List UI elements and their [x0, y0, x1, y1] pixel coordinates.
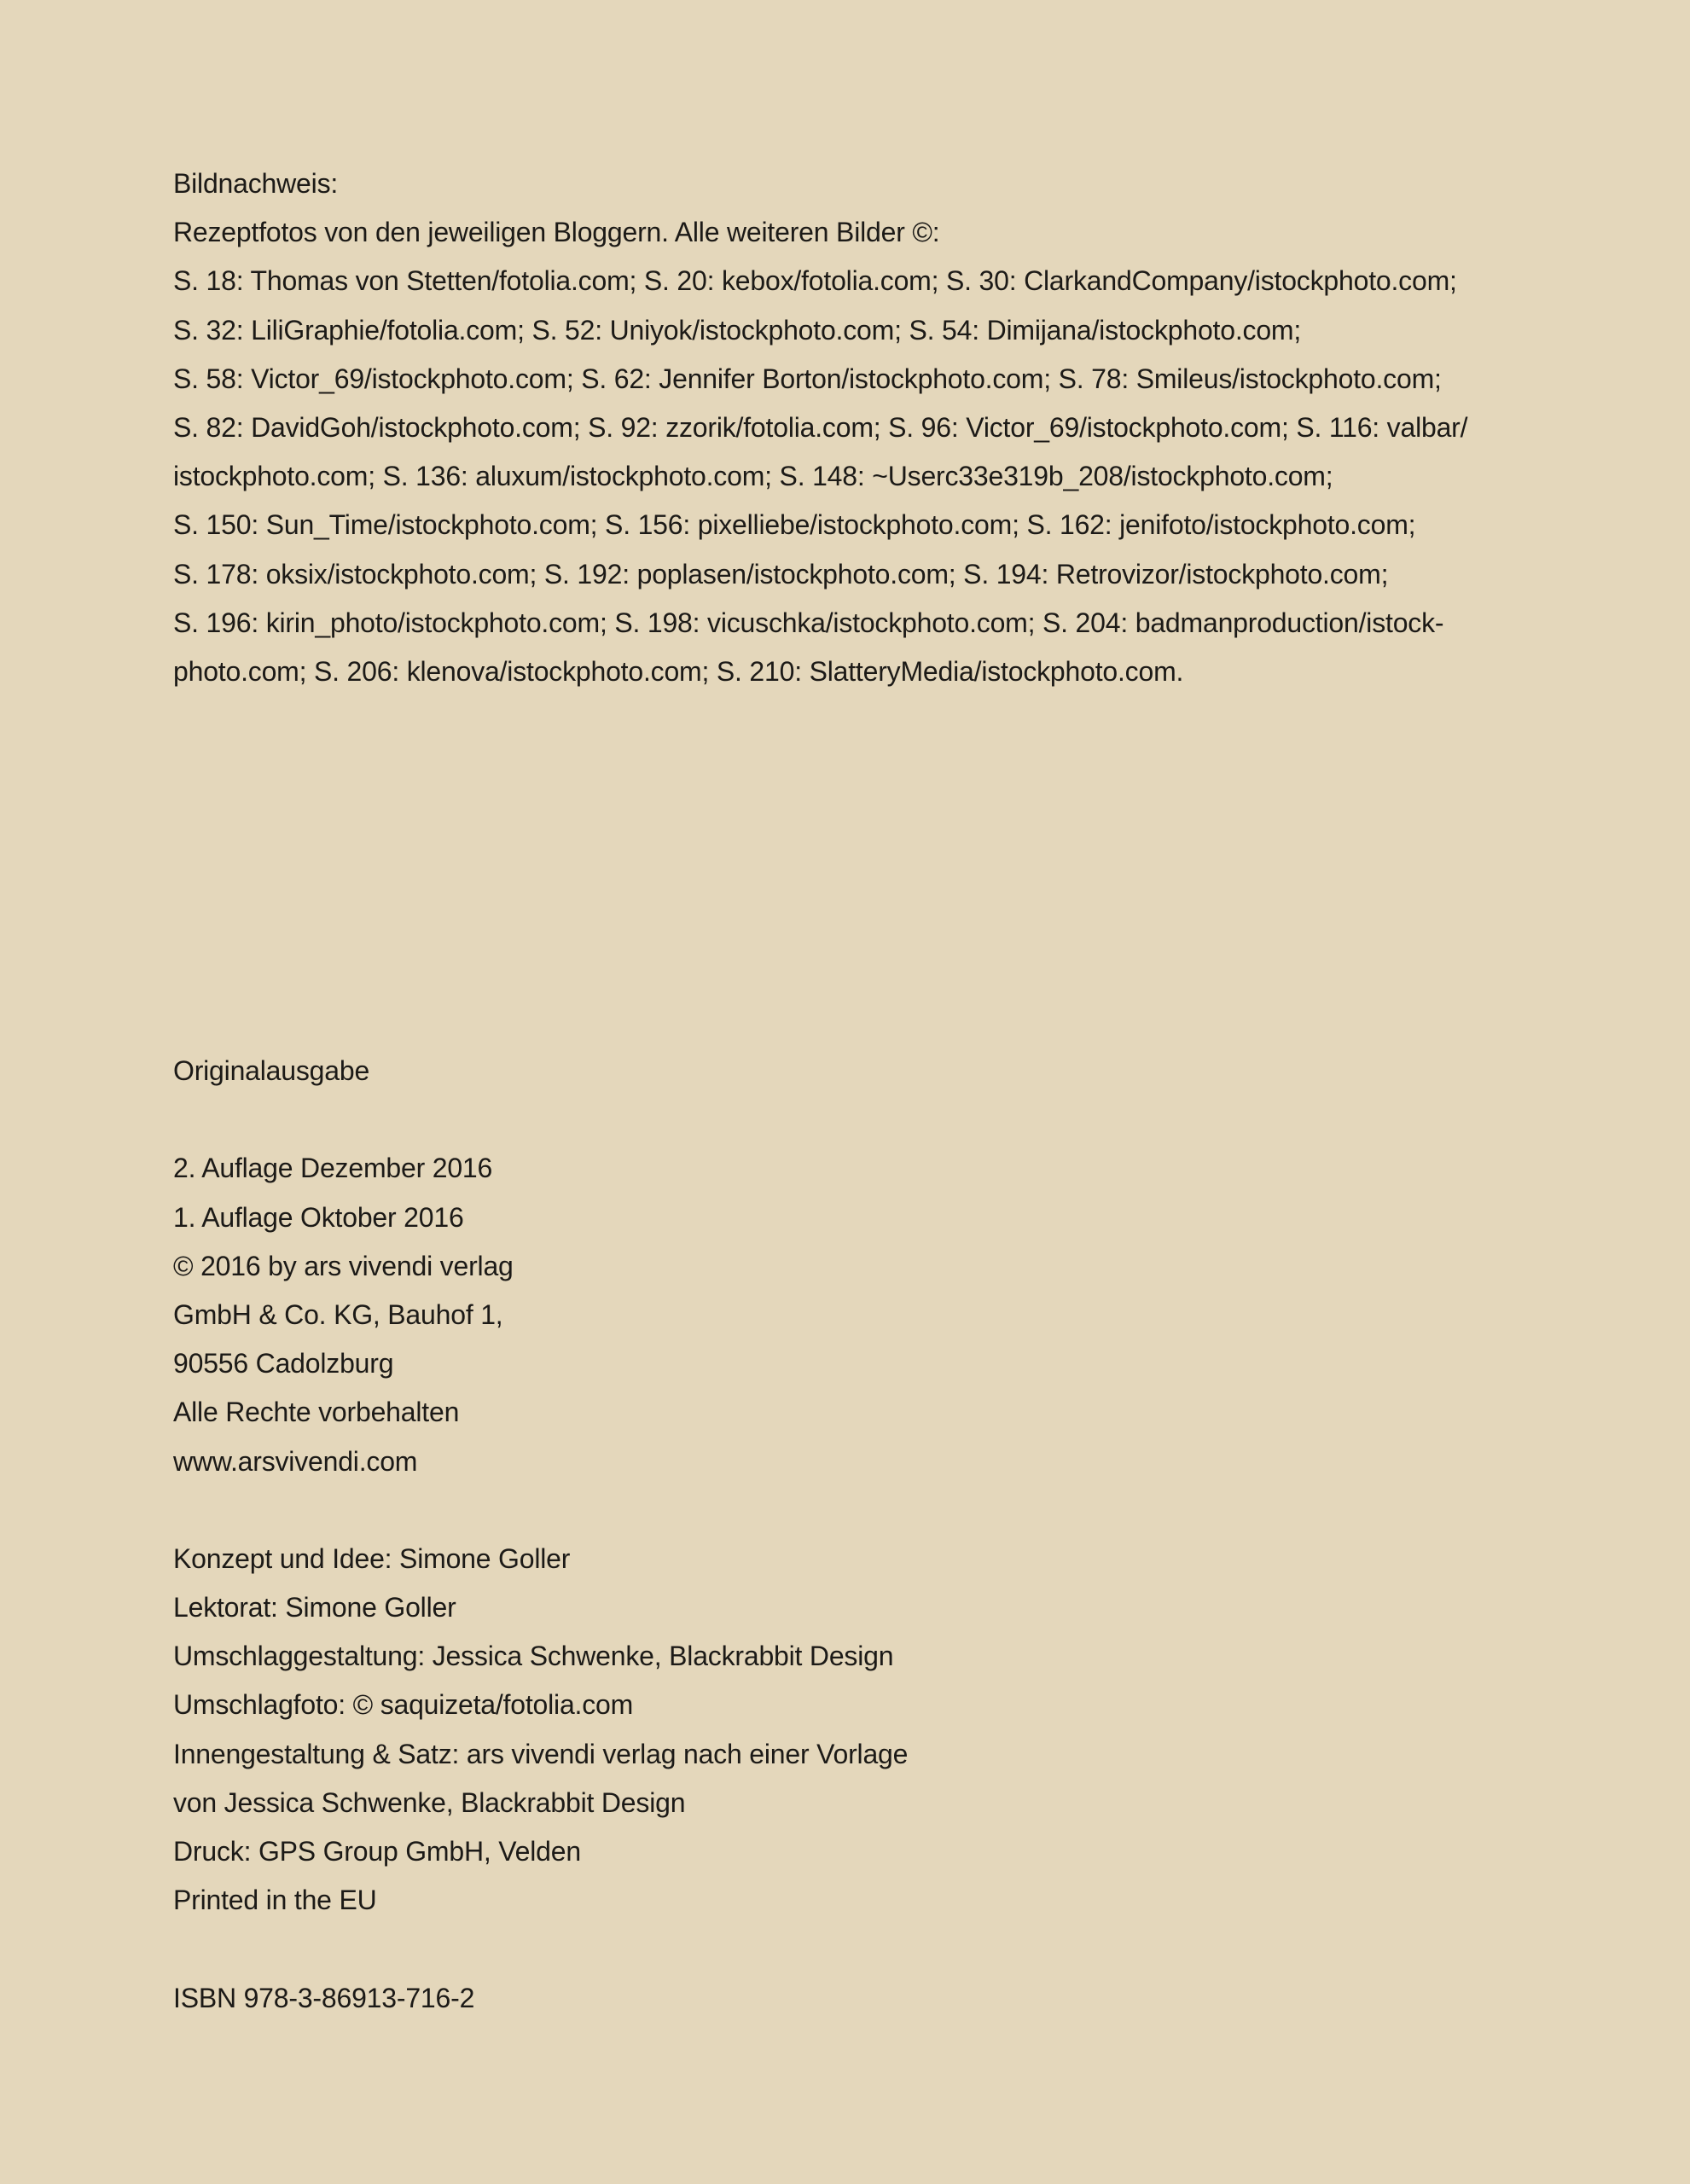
credits-line: photo.com; S. 206: klenova/istockphoto.com; S. 210: SlatteryMedia/istockphoto.com.	[173, 655, 1184, 687]
publication-line: 2. Auflage Dezember 2016	[173, 1153, 493, 1184]
credits-line: S. 150: Sun_Time/istockphoto.com; S. 156: pixelliebe/istockphoto.com; S. 162: jenifoto/istockphoto.com;	[173, 509, 1416, 541]
contributor-line: Konzept und Idee: Simone Goller	[173, 1542, 571, 1574]
credits-line: S. 82: DavidGoh/istockphoto.com; S. 92: zzorik/fotolia.com; S. 96: Victor_69/istockphoto.com; S. 116: valbar/	[173, 411, 1468, 443]
publisher-website: www.arsvivendi.com	[173, 1445, 418, 1477]
publication-line: GmbH & Co. KG, Bauhof 1,	[173, 1298, 503, 1330]
edition-type: Originalausgabe	[173, 1055, 370, 1086]
credits-line: S. 58: Victor_69/istockphoto.com; S. 62: Jennifer Borton/istockphoto.com; S. 78: Smileus/istockphoto.com;	[173, 363, 1442, 394]
contributor-line: Lektorat: Simone Goller	[173, 1592, 456, 1623]
credits-line: S. 18: Thomas von Stetten/fotolia.com; S. 20: kebox/fotolia.com; S. 30: ClarkandCompany/istockphoto.com;	[173, 265, 1457, 297]
publication-line: 90556 Cadolzburg	[173, 1348, 394, 1380]
spacer	[173, 1486, 908, 1535]
credits-line: S. 32: LiliGraphie/fotolia.com; S. 52: Uniyok/istockphoto.com; S. 54: Dimijana/istockphoto.com;	[173, 314, 1302, 346]
contributor-line: Umschlaggestaltung: Jessica Schwenke, Blackrabbit Design	[173, 1641, 894, 1672]
publication-line: Alle Rechte vorbehalten	[173, 1397, 460, 1428]
contributor-line: Printed in the EU	[173, 1885, 377, 1916]
credits-line: Rezeptfotos von den jeweiligen Bloggern. Alle weiteren Bilder ©:	[173, 217, 940, 248]
publication-line: © 2016 by ars vivendi verlag	[173, 1250, 514, 1281]
contributor-line: Innengestaltung & Satz: ars vivendi verlag nach einer Vorlage	[173, 1738, 909, 1769]
credits-line: istockphoto.com; S. 136: aluxum/istockphoto.com; S. 148: ~Userc33e319b_208/istockphoto.com;	[173, 461, 1333, 492]
credits-line: S. 196: kirin_photo/istockphoto.com; S. 198: vicuschka/istockphoto.com; S. 204: badmanproduction/istock-	[173, 607, 1444, 638]
credits-line: S. 178: oksix/istockphoto.com; S. 192: poplasen/istockphoto.com; S. 194: Retrovizor/istockphoto.com;	[173, 558, 1389, 590]
image-credits	[173, 160, 1467, 696]
publication-line: 1. Auflage Oktober 2016	[173, 1201, 464, 1233]
spacer	[173, 1925, 908, 1973]
imprint	[173, 1047, 908, 2023]
contributor-line: Druck: GPS Group GmbH, Velden	[173, 1836, 581, 1867]
contributor-line: Umschlagfoto: © saquizeta/fotolia.com	[173, 1689, 634, 1721]
contributor-line: von Jessica Schwenke, Blackrabbit Design	[173, 1786, 686, 1818]
spacer	[173, 1095, 908, 1144]
isbn: ISBN 978-3-86913-716-2	[173, 1982, 475, 2013]
credits-heading: Bildnachweis:	[173, 168, 339, 199]
